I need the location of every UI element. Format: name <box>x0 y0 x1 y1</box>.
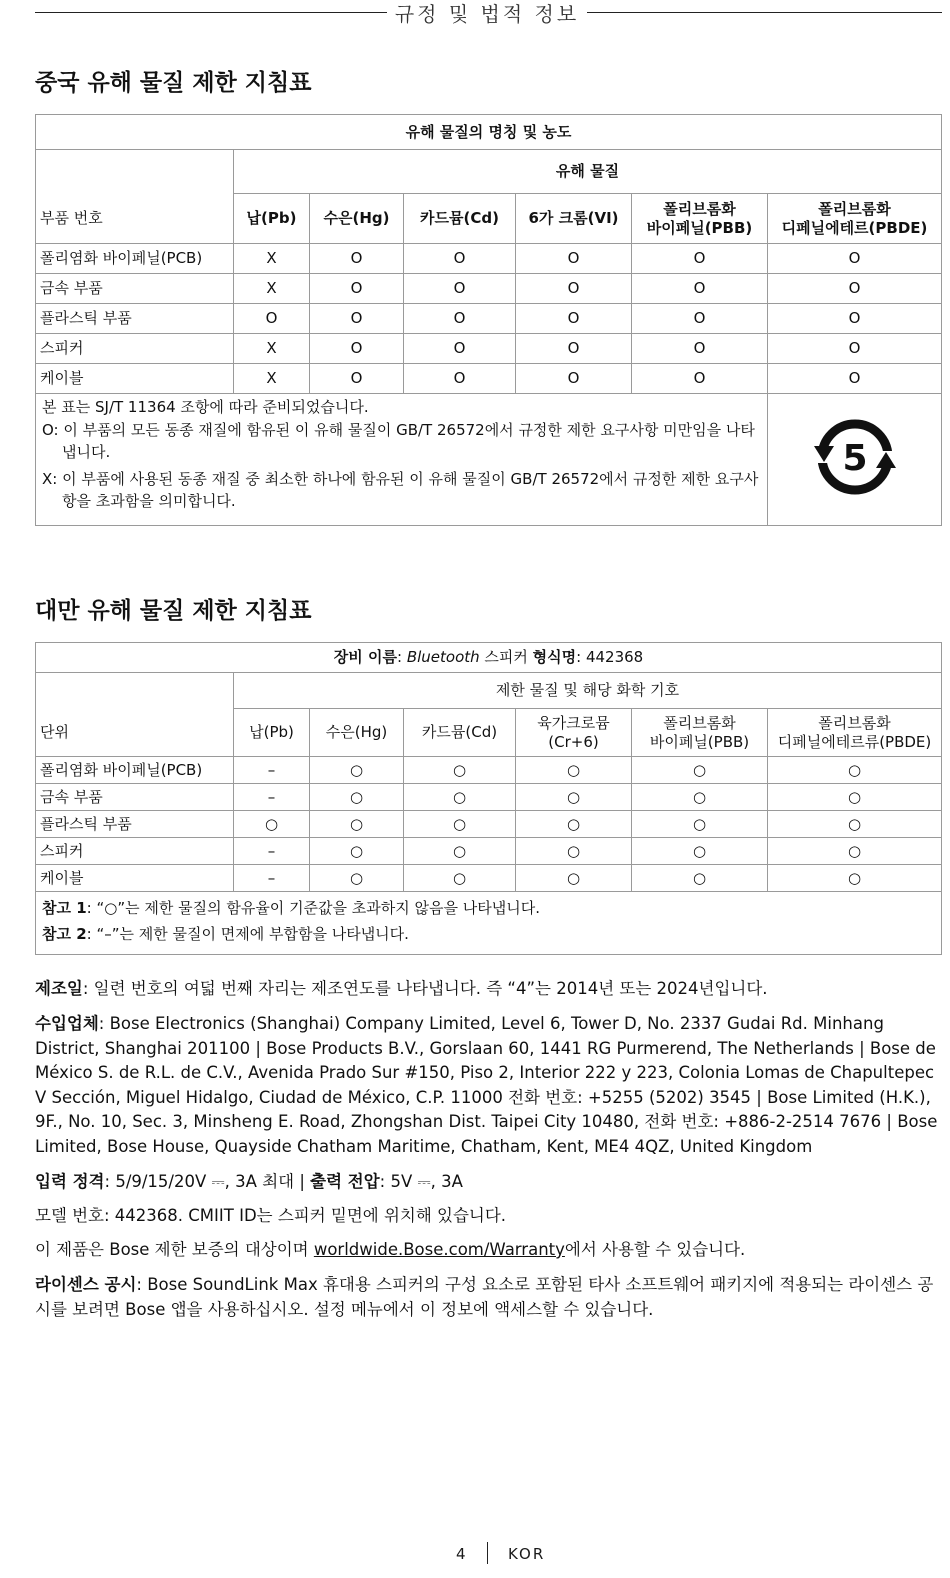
note-standard: 본 표는 SJ/T 11364 조항에 따라 준비되었습니다. <box>42 398 369 416</box>
language-code: KOR <box>508 1545 546 1563</box>
model-number-info: 모델 번호: 442368. CMIIT ID는 스피커 밑면에 위치해 있습니다. <box>35 1206 507 1225</box>
taiwan-note-2: 참고 2: “–”는 제한 물질이 면제에 부합함을 나타냅니다. <box>42 925 409 944</box>
china-rohs-table <box>35 114 942 526</box>
china-notes <box>36 394 768 526</box>
china-col-header: 폴리브롬화 디페닐에테르(PBDE) <box>768 194 942 244</box>
table-row: 케이블 X O O O O O <box>36 364 942 394</box>
efup-logo-cell <box>768 394 942 526</box>
taiwan-col-header: 납(Pb) <box>234 709 310 757</box>
table-row: 스피커 – ○ ○ ○ ○ ○ <box>36 838 942 865</box>
page-header <box>35 0 942 24</box>
taiwan-group-header: 제한 물질 및 해당 화학 기호 <box>234 673 942 709</box>
china-table-title: 유해 물질의 명칭 및 농도 <box>36 115 942 150</box>
china-group-header: 유해 물질 <box>234 150 942 194</box>
manufacture-date-info: 제조일: 일련 번호의 여덟 번째 자리는 제조연도를 나타냅니다. 즉 “4”는 2014년 또는 2024년입니다. <box>35 979 768 998</box>
taiwan-col-header: 수은(Hg) <box>310 709 404 757</box>
china-col-header: 폴리브롬화 바이페닐(PBB) <box>632 194 768 244</box>
taiwan-heading: 대만 유해 물질 제한 지침표 <box>35 598 312 624</box>
table-row: 폴리염화 바이페닐(PCB) – ○ ○ ○ ○ ○ <box>36 757 942 784</box>
svg-text:5: 5 <box>841 438 868 480</box>
taiwan-blank-cell <box>36 673 234 709</box>
warranty-link[interactable]: worldwide.Bose.com/Warranty <box>313 1240 565 1259</box>
taiwan-rohs-table <box>35 642 942 955</box>
taiwan-note-1: 참고 1: “○”는 제한 물질의 함유율이 기준값을 초과하지 않음을 나타냅니다. <box>42 899 540 917</box>
taiwan-unit-header: 단위 <box>36 709 234 757</box>
china-part-header: 부품 번호 <box>36 194 234 244</box>
china-col-header: 6가 크롬(VI) <box>516 194 632 244</box>
china-blank-cell <box>36 150 234 194</box>
table-row: 폴리염화 바이페닐(PCB) X O O O O O <box>36 244 942 274</box>
page-number: 4 <box>456 1545 466 1563</box>
taiwan-col-header: 폴리브롬화 바이페닐(PBB) <box>632 709 768 757</box>
efup-recycle-icon <box>813 415 897 499</box>
taiwan-col-header: 육가크로뮴 (Cr+6) <box>516 709 632 757</box>
table-row: 플라스틱 부품 O O O O O O <box>36 304 942 334</box>
page-footer <box>0 1540 950 1566</box>
taiwan-equip-title: 장비 이름: Bluetooth 스피커 형식명: 442368 <box>36 643 942 673</box>
china-col-header: 납(Pb) <box>234 194 310 244</box>
table-row: 스피커 X O O O O O <box>36 334 942 364</box>
taiwan-col-header: 카드뮴(Cd) <box>404 709 516 757</box>
taiwan-col-header: 폴리브롬화 디페닐에테르류(PBDE) <box>768 709 942 757</box>
warranty-info: 이 제품은 Bose 제한 보증의 대상이며 worldwide.Bose.com/Warranty에서 사용할 수 있습니다. <box>35 1240 746 1259</box>
power-rating-info: 입력 정격: 5/9/15/20V ⎓, 3A 최대 | 출력 전압: 5V ⎓, 3A <box>35 1172 463 1191</box>
header-rule-right <box>587 12 942 13</box>
china-col-header: 수은(Hg) <box>310 194 404 244</box>
license-notice-info: 라이센스 공시: Bose SoundLink Max 휴대용 스피커의 구성 요소로 포함된 타사 소프트웨어 패키지에 적용되는 라이센스 공시를 보려면 Bose 앱을 사용하십시오. 설정 메뉴에서 이 정보에 액세스할 수 있습니다. <box>35 1275 934 1319</box>
taiwan-notes <box>36 892 942 955</box>
header-rule-left <box>35 12 387 13</box>
note-o: O: 이 부품의 모든 동종 재질에 함유된 이 유해 물질이 GB/T 26572에서 규정한 제한 요구사항 미만임을 나타냅니다. <box>42 420 755 461</box>
table-row: 금속 부품 X O O O O O <box>36 274 942 304</box>
table-row: 플라스틱 부품 ○ ○ ○ ○ ○ ○ <box>36 811 942 838</box>
importer-info: 수입업체: Bose Electronics (Shanghai) Company Limited, Level 6, Tower D, No. 2337 Gudai Rd. Minhang District, Shanghai 201100 | Bose Products B.V., Gorslaan 60, 1441 RG Purmerend, The Netherlands | Bose de México S. de R.L. de C.V., Avenida Prado Sur #150, Piso 2, Interior 222 y 223, Colonia Lomas de Chapultepec V Sección, Miguel Hidalgo, Ciudad de México, C.P. 11000 전화 번호: +5255 (5202) 3545 | Bose Limited (H.K.), 9F., No. 10, Sec. 3, Minsheng E. Road, Zhongshan Dist. Taipei City 10480, 전화 번호: +886-2-2514 7676 | Bose Limited, Bose House, Quayside Chatham Maritime, Chatham, Kent, ME4 4QZ, United Kingdom <box>35 1014 938 1156</box>
china-heading: 중국 유해 물질 제한 지침표 <box>35 70 312 96</box>
section-title: 규정 및 법적 정보 <box>394 2 580 26</box>
table-row: 금속 부품 – ○ ○ ○ ○ ○ <box>36 784 942 811</box>
note-x: X: 이 부품에 사용된 동종 재질 중 최소한 하나에 함유된 이 유해 물질이 GB/T 26572에서 규정한 제한 요구사항을 초과함을 의미합니다. <box>42 469 759 510</box>
table-row: 케이블 – ○ ○ ○ ○ ○ <box>36 865 942 892</box>
footer-divider <box>487 1542 488 1564</box>
china-col-header: 카드뮴(Cd) <box>404 194 516 244</box>
